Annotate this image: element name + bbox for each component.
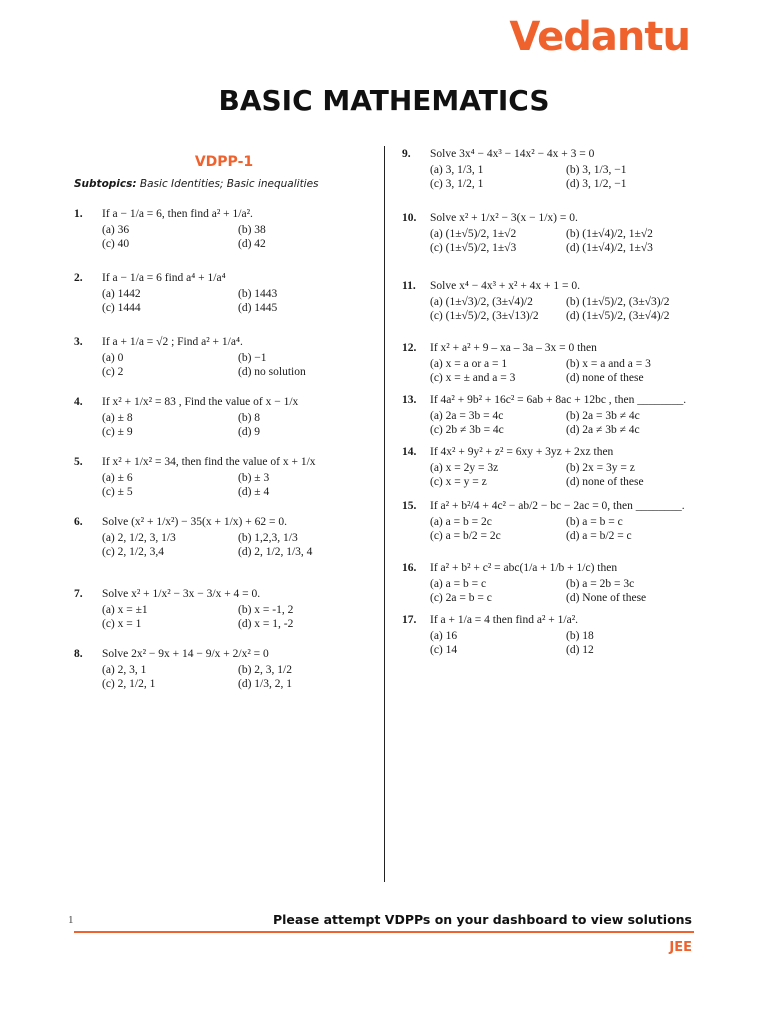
answer-option: (a) 2a = 3b = 4c	[430, 410, 504, 422]
question-number: 5.	[74, 456, 83, 468]
answer-option: (a) ± 6	[102, 472, 133, 484]
answer-option: (d) x = 1, -2	[238, 618, 294, 630]
footer-note: Please attempt VDPPs on your dashboard to view solutions	[272, 912, 692, 927]
option-grid	[430, 410, 702, 436]
right-column	[402, 148, 702, 666]
question-item	[402, 446, 702, 488]
answer-option: (b) 3, 1/3, −1	[566, 164, 627, 176]
question-text: If a − 1/a = 6, then find a² + 1/a².	[102, 208, 253, 220]
answer-option: (c) ± 9	[102, 426, 133, 438]
question-number: 3.	[74, 336, 83, 348]
section-heading: VDPP-1	[194, 154, 254, 170]
answer-option: (b) 2a = 3b ≠ 4c	[566, 410, 640, 422]
question-text: If a + 1/a = 4 then find a² + 1/a².	[430, 614, 579, 626]
answer-option: (a) a = b = c	[430, 578, 487, 590]
question-item	[74, 272, 374, 314]
question-number: 15.	[402, 500, 417, 512]
question-number: 1.	[74, 208, 83, 220]
left-column	[74, 148, 374, 708]
answer-option: (c) ± 5	[102, 486, 133, 498]
question-text: If x² + 1/x² = 34, then find the value of x + 1/x	[102, 456, 316, 468]
answer-option: (d) 42	[238, 238, 266, 250]
question-number: 16.	[402, 562, 417, 574]
answer-option: (a) 0	[102, 352, 124, 364]
answer-option: (b) 18	[566, 630, 594, 642]
question-text: If x² + 1/x² = 83 , Find the value of x − 1/x	[102, 396, 299, 408]
option-grid	[102, 532, 374, 558]
question-text: If a² + b² + c² = abc(1/a + 1/b + 1/c) then	[430, 562, 618, 574]
answer-option: (d) 12	[566, 644, 594, 656]
vedantu-logo: Vedantu	[509, 14, 690, 60]
answer-option: (b) (1±√4)/2, 1±√2	[566, 228, 653, 240]
exam-tag: JEE	[669, 940, 692, 955]
option-grid	[102, 224, 374, 250]
answer-option: (a) (1±√3)/2, (3±√4)/2	[430, 296, 533, 308]
question-item	[74, 336, 374, 378]
answer-option: (d) none of these	[566, 372, 644, 384]
question-text: If 4a² + 9b² + 16c² = 6ab + 8ac + 12bc , then ________.	[430, 394, 687, 406]
question-number: 7.	[74, 588, 83, 600]
subtopics-label: Subtopics:	[74, 178, 137, 190]
question-item	[402, 500, 702, 542]
answer-option: (a) 16	[430, 630, 458, 642]
question-text: Solve x² + 1/x² − 3(x − 1/x) = 0.	[430, 212, 578, 224]
question-item	[402, 280, 702, 322]
answer-option: (c) 3, 1/2, 1	[430, 178, 484, 190]
question-number: 8.	[74, 648, 83, 660]
option-grid	[430, 358, 702, 384]
question-number: 13.	[402, 394, 417, 406]
question-text: Solve 2x² − 9x + 14 − 9/x + 2/x² = 0	[102, 648, 269, 660]
answer-option: (d) 2, 1/2, 1/3, 4	[238, 546, 313, 558]
answer-option: (a) 1442	[102, 288, 141, 300]
question-text: If 4x² + 9y² + z² = 6xy + 3yz + 2xz then	[430, 446, 614, 458]
page-title: BASIC MATHEMATICS	[218, 84, 550, 117]
question-text: If a + 1/a = √2 ; Find a² + 1/a⁴.	[102, 336, 243, 348]
option-grid	[430, 630, 702, 656]
answer-option: (a) 2, 1/2, 3, 1/3	[102, 532, 176, 544]
question-text: If x² + a² + 9 – xa – 3a – 3x = 0 then	[430, 342, 597, 354]
question-item	[402, 342, 702, 384]
question-item	[74, 648, 374, 690]
answer-option: (b) (1±√5)/2, (3±√3)/2	[566, 296, 670, 308]
question-item	[74, 396, 374, 438]
question-text: Solve 3x⁴ − 4x³ − 14x² − 4x + 3 = 0	[430, 148, 595, 160]
answer-option: (a) 36	[102, 224, 130, 236]
answer-option: (d) 3, 1/2, −1	[566, 178, 627, 190]
answer-option: (d) 1445	[238, 302, 278, 314]
column-divider	[384, 146, 385, 882]
option-grid	[430, 164, 702, 190]
option-grid	[102, 472, 374, 498]
answer-option: (d) no solution	[238, 366, 306, 378]
answer-option: (c) 2	[102, 366, 124, 378]
question-item	[74, 516, 374, 558]
option-grid	[102, 412, 374, 438]
option-grid	[102, 664, 374, 690]
question-number: 11.	[402, 280, 416, 292]
answer-option: (c) x = y = z	[430, 476, 487, 488]
footer-divider	[74, 931, 694, 933]
answer-option: (d) None of these	[566, 592, 647, 604]
question-text: If a² + b²/4 + 4c² − ab/2 − bc − 2ac = 0, then ________.	[430, 500, 685, 512]
question-number: 14.	[402, 446, 417, 458]
answer-option: (d) 1/3, 2, 1	[238, 678, 292, 690]
question-number: 6.	[74, 516, 83, 528]
answer-option: (a) ± 8	[102, 412, 133, 424]
question-item	[402, 614, 702, 656]
answer-option: (b) ± 3	[238, 472, 270, 484]
question-number: 17.	[402, 614, 417, 626]
answer-option: (d) a = b/2 = c	[566, 530, 632, 542]
question-number: 12.	[402, 342, 417, 354]
option-grid	[102, 352, 374, 378]
answer-option: (c) a = b/2 = 2c	[430, 530, 501, 542]
answer-option: (c) 1444	[102, 302, 141, 314]
answer-option: (d) none of these	[566, 476, 644, 488]
answer-option: (a) x = 2y = 3z	[430, 462, 499, 474]
subtopics	[74, 178, 374, 190]
answer-option: (c) 14	[430, 644, 458, 656]
question-item	[74, 208, 374, 250]
option-grid	[430, 296, 702, 322]
answer-option: (b) 8	[238, 412, 261, 424]
answer-option: (c) (1±√5)/2, 1±√3	[430, 242, 517, 254]
option-grid	[102, 604, 374, 630]
question-item	[402, 394, 702, 436]
answer-option: (c) 2b ≠ 3b = 4c	[430, 424, 504, 436]
answer-option: (d) 9	[238, 426, 261, 438]
subtopics-text: Basic Identities; Basic inequalities	[139, 178, 319, 190]
question-list-right	[402, 148, 702, 656]
answer-option: (c) 2a = b = c	[430, 592, 492, 604]
answer-option: (d) (1±√5)/2, (3±√4)/2	[566, 310, 670, 322]
answer-option: (b) a = 2b = 3c	[566, 578, 635, 590]
question-text: Solve x⁴ − 4x³ + x² + 4x + 1 = 0.	[430, 280, 581, 292]
option-grid	[430, 578, 702, 604]
answer-option: (b) x = -1, 2	[238, 604, 294, 616]
question-item	[74, 456, 374, 498]
answer-option: (c) 2, 1/2, 1	[102, 678, 156, 690]
question-number: 2.	[74, 272, 83, 284]
question-number: 9.	[402, 148, 411, 160]
answer-option: (a) x = ±1	[102, 604, 148, 616]
answer-option: (b) 2x = 3y = z	[566, 462, 635, 474]
option-grid	[430, 516, 702, 542]
answer-option: (c) 2, 1/2, 3,4	[102, 546, 164, 558]
answer-option: (c) (1±√5)/2, (3±√13)/2	[430, 310, 539, 322]
option-grid	[102, 288, 374, 314]
answer-option: (b) 2, 3, 1/2	[238, 664, 292, 676]
answer-option: (b) 1,2,3, 1/3	[238, 532, 298, 544]
question-item	[402, 212, 702, 254]
answer-option: (b) x = a and a = 3	[566, 358, 651, 370]
answer-option: (d) ± 4	[238, 486, 270, 498]
answer-option: (a) 3, 1/3, 1	[430, 164, 484, 176]
page-number: 1	[68, 914, 74, 926]
answer-option: (c) x = ± and a = 3	[430, 372, 516, 384]
answer-option: (b) 38	[238, 224, 266, 236]
answer-option: (d) 2a ≠ 3b ≠ 4c	[566, 424, 640, 436]
answer-option: (a) x = a or a = 1	[430, 358, 508, 370]
option-grid	[430, 228, 702, 254]
question-item	[74, 588, 374, 630]
answer-option: (b) a = b = c	[566, 516, 623, 528]
answer-option: (a) 2, 3, 1	[102, 664, 147, 676]
question-number: 4.	[74, 396, 83, 408]
question-number: 10.	[402, 212, 417, 224]
answer-option: (c) 40	[102, 238, 130, 250]
answer-option: (c) x = 1	[102, 618, 142, 630]
answer-option: (b) −1	[238, 352, 267, 364]
answer-option: (d) (1±√4)/2, 1±√3	[566, 242, 653, 254]
question-list-left	[74, 208, 374, 690]
question-text: If a − 1/a = 6 find a⁴ + 1/a⁴	[102, 272, 226, 284]
answer-option: (a) (1±√5)/2, 1±√2	[430, 228, 517, 240]
answer-option: (a) a = b = 2c	[430, 516, 492, 528]
answer-option: (b) 1443	[238, 288, 278, 300]
question-item	[402, 148, 702, 190]
question-text: Solve (x² + 1/x²) − 35(x + 1/x) + 62 = 0.	[102, 516, 287, 528]
question-text: Solve x² + 1/x² − 3x − 3/x + 4 = 0.	[102, 588, 261, 600]
question-item	[402, 562, 702, 604]
option-grid	[430, 462, 702, 488]
